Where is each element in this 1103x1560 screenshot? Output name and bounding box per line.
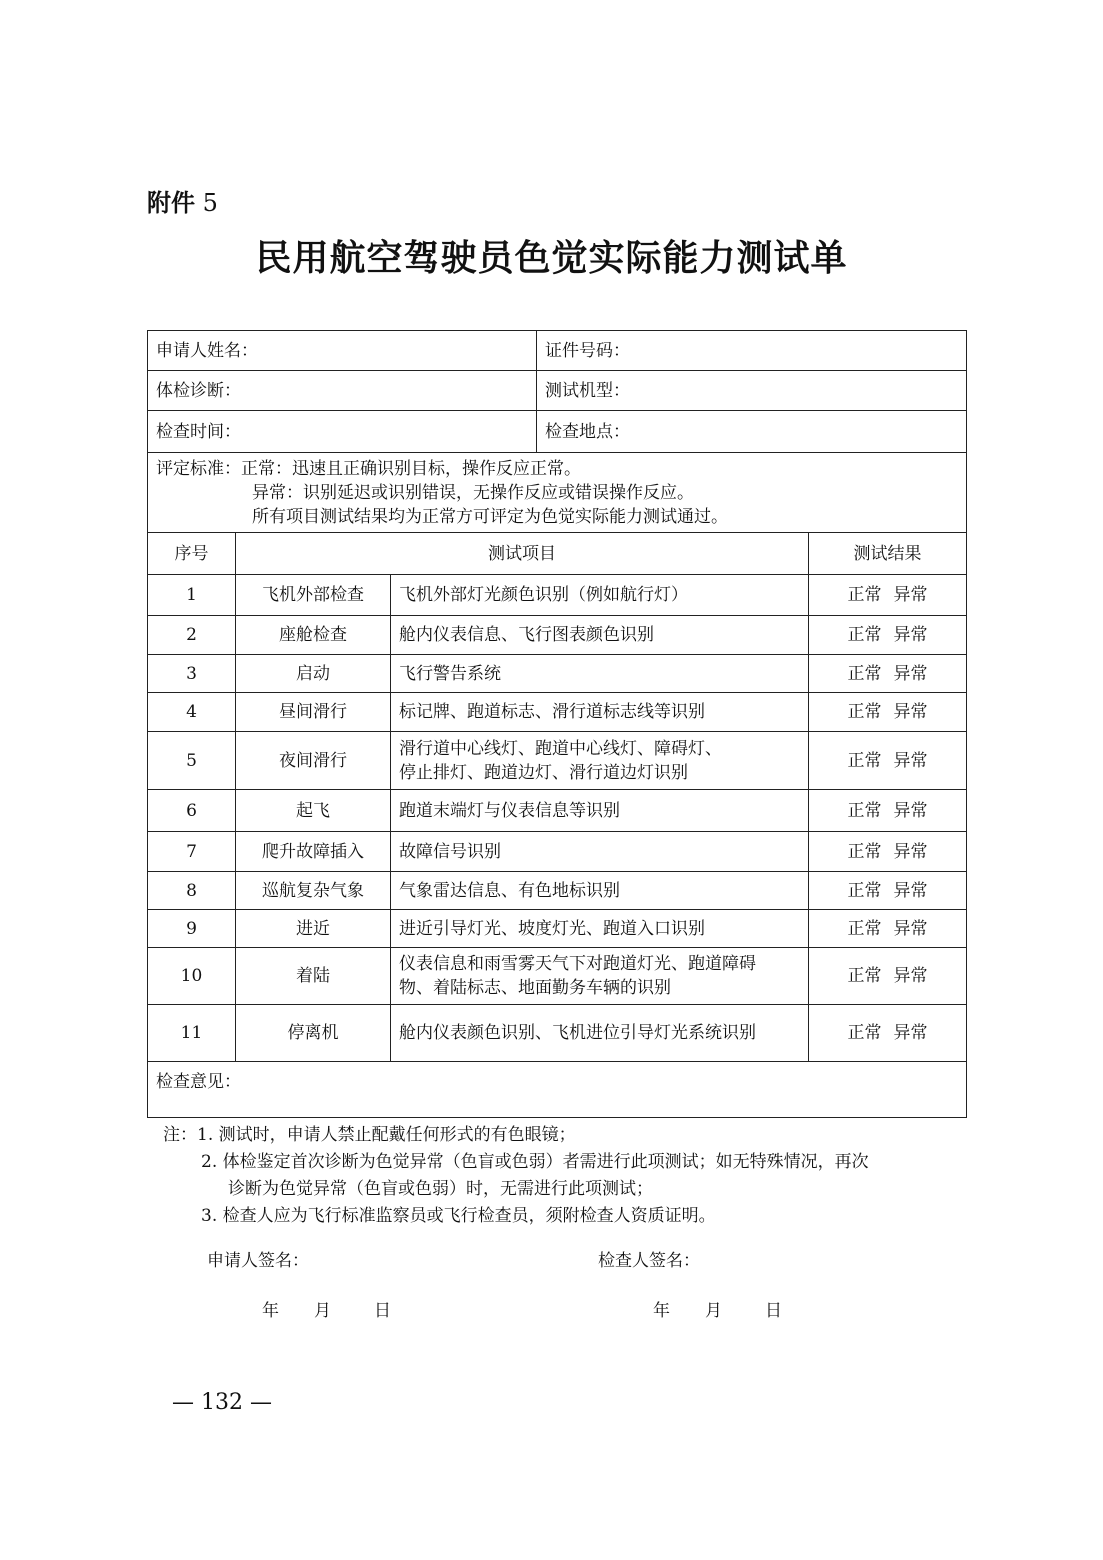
row-description — [391, 655, 809, 693]
result-abnormal-option[interactable]: 异常 — [893, 625, 928, 645]
result-normal-option[interactable]: 正常 — [847, 750, 882, 771]
table-row — [148, 655, 967, 693]
row-phase: 座舱检查 — [236, 616, 391, 655]
row-phase: 起飞 — [236, 790, 391, 832]
row-description — [391, 575, 809, 616]
result-normal-option[interactable]: 正常 — [847, 918, 882, 939]
page-number: — 132 — — [172, 1390, 272, 1415]
row-no: 10 — [148, 948, 236, 1005]
note-2-continued: 诊断为色觉异常（色盲或色弱）时，无需进行此项测试； — [228, 1179, 653, 1199]
table-row — [148, 575, 967, 616]
row-phase: 停离机 — [236, 1005, 391, 1062]
result-abnormal-option[interactable]: 异常 — [893, 800, 928, 821]
table-header-row — [148, 533, 967, 575]
applicant-date — [262, 1296, 391, 1321]
row-description — [391, 948, 809, 1005]
row-no: 5 — [148, 732, 236, 790]
row-phase: 巡航复杂气象 — [236, 872, 391, 910]
exam-place-field[interactable]: 检查地点： — [537, 411, 967, 453]
info-row — [148, 371, 967, 411]
row-no: 3 — [148, 655, 236, 693]
notes — [163, 1122, 973, 1230]
row-result — [809, 1005, 967, 1062]
diagnosis-field[interactable]: 体检诊断： — [148, 371, 537, 411]
row-no: 2 — [148, 616, 236, 655]
row-result — [809, 693, 967, 732]
row-phase: 进近 — [236, 910, 391, 948]
row-description — [391, 693, 809, 732]
desc-line: 进近引导灯光、坡度灯光、跑道入口识别 — [399, 918, 705, 939]
row-result — [809, 575, 967, 616]
date-month: 月 — [314, 1301, 331, 1321]
attachment-header — [147, 183, 218, 218]
row-no: 1 — [148, 575, 236, 616]
evaluation-criteria — [148, 453, 967, 533]
row-no: 6 — [148, 790, 236, 832]
certificate-number-field[interactable]: 证件号码： — [537, 331, 967, 371]
date-day: 日 — [374, 1301, 391, 1321]
row-no: 7 — [148, 832, 236, 872]
result-abnormal-option[interactable]: 异常 — [893, 841, 928, 862]
result-abnormal-option[interactable]: 异常 — [893, 880, 928, 901]
result-abnormal-option[interactable]: 异常 — [893, 663, 928, 684]
result-abnormal-option[interactable]: 异常 — [893, 918, 928, 939]
table-row — [148, 948, 967, 1005]
row-result — [809, 948, 967, 1005]
row-phase: 夜间滑行 — [236, 732, 391, 790]
desc-line: 故障信号识别 — [399, 841, 501, 862]
table-row — [148, 872, 967, 910]
result-normal-option[interactable]: 正常 — [847, 1023, 882, 1043]
result-normal-option[interactable]: 正常 — [847, 702, 882, 722]
desc-line: 舱内仪表信息、飞行图表颜色识别 — [399, 625, 654, 645]
row-result — [809, 732, 967, 790]
examiner-date — [653, 1296, 782, 1321]
desc-line: 气象雷达信息、有色地标识别 — [399, 880, 620, 901]
result-normal-option[interactable]: 正常 — [847, 663, 882, 684]
row-phase: 爬升故障插入 — [236, 832, 391, 872]
criteria-abnormal: 异常：识别延迟或识别错误，无操作反应或错误操作反应。 — [252, 482, 694, 503]
table-row — [148, 616, 967, 655]
desc-line: 飞行警告系统 — [399, 663, 501, 684]
criteria-label: 评定标准： — [156, 458, 241, 479]
header-item: 测试项目 — [236, 533, 809, 575]
header-result: 测试结果 — [809, 533, 967, 575]
result-abnormal-option[interactable]: 异常 — [893, 702, 928, 722]
result-normal-option[interactable]: 正常 — [847, 800, 882, 821]
desc-line: 停止排灯、跑道边灯、滑行道边灯识别 — [399, 762, 688, 783]
info-row — [148, 331, 967, 371]
attachment-number: 5 — [202, 189, 218, 217]
table-row — [148, 1005, 967, 1062]
exam-time-field[interactable]: 检查时间： — [148, 411, 537, 453]
table-row — [148, 693, 967, 732]
row-description — [391, 732, 809, 790]
desc-line: 标记牌、跑道标志、滑行道标志线等识别 — [399, 702, 705, 722]
result-abnormal-option[interactable]: 异常 — [893, 585, 928, 605]
opinion-row — [148, 1062, 967, 1118]
note-3: 3. 检查人应为飞行标准监察员或飞行检查员，须附检查人资质证明。 — [201, 1206, 716, 1226]
row-no: 8 — [148, 872, 236, 910]
note-1: 注：1. 测试时，申请人禁止配戴任何形式的有色眼镜； — [163, 1125, 576, 1145]
row-phase: 启动 — [236, 655, 391, 693]
aircraft-type-field[interactable]: 测试机型： — [537, 371, 967, 411]
attachment-label: 附件 — [147, 189, 195, 217]
table-row — [148, 832, 967, 872]
result-normal-option[interactable]: 正常 — [847, 880, 882, 901]
result-abnormal-option[interactable]: 异常 — [893, 966, 928, 986]
desc-line: 飞机外部灯光颜色识别（例如航行灯） — [399, 585, 688, 605]
note-2: 2. 体检鉴定首次诊断为色觉异常（色盲或色弱）者需进行此项测试；如无特殊情况，再次 — [201, 1152, 869, 1172]
row-result — [809, 832, 967, 872]
criteria-pass-rule: 所有项目测试结果均为正常方可评定为色觉实际能力测试通过。 — [252, 506, 728, 527]
desc-line: 物、着陆标志、地面勤务车辆的识别 — [399, 978, 671, 998]
criteria-normal: 正常：迅速且正确识别目标，操作反应正常。 — [241, 458, 581, 479]
row-description — [391, 616, 809, 655]
row-no: 4 — [148, 693, 236, 732]
result-abnormal-option[interactable]: 异常 — [893, 1023, 928, 1043]
row-phase: 着陆 — [236, 948, 391, 1005]
result-abnormal-option[interactable]: 异常 — [893, 750, 928, 771]
examiner-signature-label: 检查人签名： — [598, 1251, 700, 1271]
date-year: 年 — [262, 1301, 279, 1321]
row-no: 9 — [148, 910, 236, 948]
row-phase: 飞机外部检查 — [236, 575, 391, 616]
result-normal-option[interactable]: 正常 — [847, 841, 882, 862]
result-normal-option[interactable]: 正常 — [847, 625, 882, 645]
row-result — [809, 790, 967, 832]
row-result — [809, 872, 967, 910]
header-no: 序号 — [148, 533, 236, 575]
row-result — [809, 655, 967, 693]
row-result — [809, 910, 967, 948]
color-vision-test-form — [147, 330, 967, 1118]
page-title: 民用航空驾驶员色觉实际能力测试单 — [255, 238, 848, 279]
table-row — [148, 790, 967, 832]
criteria-row — [148, 453, 967, 533]
table-row — [148, 732, 967, 790]
applicant-signature-label: 申请人签名： — [207, 1251, 309, 1271]
row-phase: 昼间滑行 — [236, 693, 391, 732]
row-description — [391, 910, 809, 948]
info-row — [148, 411, 967, 453]
row-description — [391, 832, 809, 872]
desc-line: 跑道末端灯与仪表信息等识别 — [399, 800, 620, 821]
desc-line: 舱内仪表颜色识别、飞机进位引导灯光系统识别 — [399, 1023, 756, 1043]
row-description — [391, 1005, 809, 1062]
applicant-name-field[interactable]: 申请人姓名： — [148, 331, 537, 371]
row-description — [391, 872, 809, 910]
date-day: 日 — [765, 1301, 782, 1321]
date-year: 年 — [653, 1301, 670, 1321]
result-normal-option[interactable]: 正常 — [847, 966, 882, 986]
row-result — [809, 616, 967, 655]
table-row — [148, 910, 967, 948]
desc-line: 滑行道中心线灯、跑道中心线灯、障碍灯、 — [399, 738, 722, 759]
row-no: 11 — [148, 1005, 236, 1062]
result-normal-option[interactable]: 正常 — [847, 585, 882, 605]
exam-opinion-field[interactable]: 检查意见： — [148, 1062, 967, 1118]
row-description — [391, 790, 809, 832]
desc-line: 仪表信息和雨雪雾天气下对跑道灯光、跑道障碍 — [399, 954, 756, 974]
date-month: 月 — [705, 1301, 722, 1321]
